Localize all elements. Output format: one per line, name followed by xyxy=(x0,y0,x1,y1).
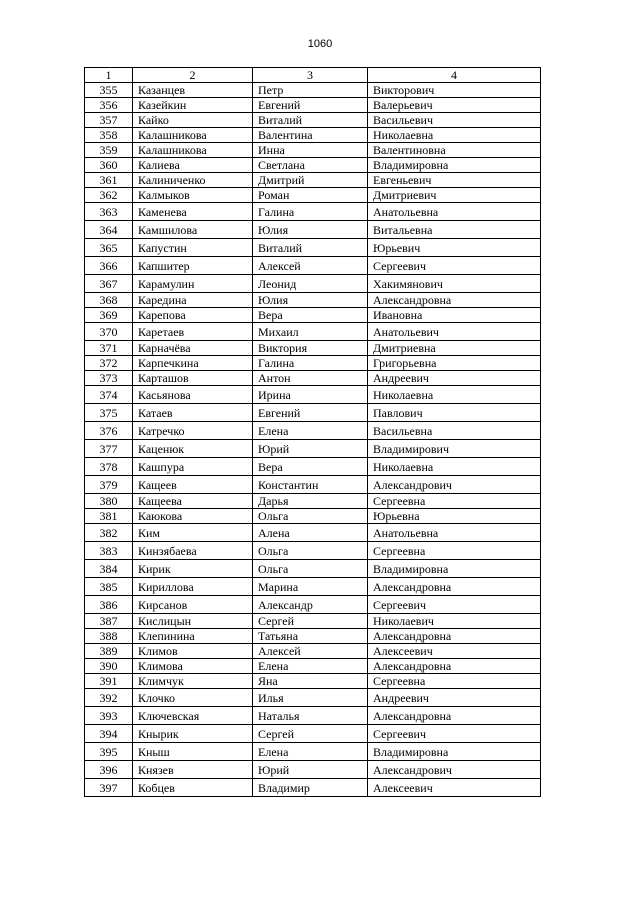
table-row xyxy=(85,83,541,98)
row-number: 369 xyxy=(85,308,133,323)
last-name-cell: Климов xyxy=(133,644,253,659)
table-row xyxy=(85,440,541,458)
row-number: 360 xyxy=(85,158,133,173)
row-number: 363 xyxy=(85,203,133,221)
patronymic-cell: Дмитриевич xyxy=(368,188,541,203)
last-name-cell: Кащеева xyxy=(133,494,253,509)
first-name-cell: Сергей xyxy=(253,614,368,629)
last-name-cell: Кнырик xyxy=(133,725,253,743)
table-row xyxy=(85,203,541,221)
table-row xyxy=(85,707,541,725)
row-number: 385 xyxy=(85,578,133,596)
table-row xyxy=(85,98,541,113)
first-name-cell: Константин xyxy=(253,476,368,494)
patronymic-cell: Владимировна xyxy=(368,158,541,173)
patronymic-cell: Владимировна xyxy=(368,743,541,761)
first-name-cell: Алена xyxy=(253,524,368,542)
first-name-cell: Юрий xyxy=(253,440,368,458)
patronymic-cell: Андреевич xyxy=(368,371,541,386)
first-name-cell: Вера xyxy=(253,308,368,323)
row-number: 374 xyxy=(85,386,133,404)
table-row xyxy=(85,239,541,257)
last-name-cell: Карначёва xyxy=(133,341,253,356)
patronymic-cell: Николаевна xyxy=(368,128,541,143)
table-row xyxy=(85,629,541,644)
table-row xyxy=(85,644,541,659)
first-name-cell: Петр xyxy=(253,83,368,98)
table-row xyxy=(85,596,541,614)
row-number: 397 xyxy=(85,779,133,797)
row-number: 396 xyxy=(85,761,133,779)
table-row xyxy=(85,476,541,494)
row-number: 375 xyxy=(85,404,133,422)
last-name-cell: Кобцев xyxy=(133,779,253,797)
row-number: 392 xyxy=(85,689,133,707)
row-number: 382 xyxy=(85,524,133,542)
table-row xyxy=(85,578,541,596)
row-number: 364 xyxy=(85,221,133,239)
row-number: 359 xyxy=(85,143,133,158)
patronymic-cell: Сергеевич xyxy=(368,596,541,614)
last-name-cell: Катаев xyxy=(133,404,253,422)
table-row xyxy=(85,386,541,404)
patronymic-cell: Анатольевна xyxy=(368,524,541,542)
first-name-cell: Елена xyxy=(253,743,368,761)
last-name-cell: Калашникова xyxy=(133,128,253,143)
table-row xyxy=(85,494,541,509)
last-name-cell: Климчук xyxy=(133,674,253,689)
table-row xyxy=(85,158,541,173)
row-number: 394 xyxy=(85,725,133,743)
last-name-cell: Казейкин xyxy=(133,98,253,113)
table-row xyxy=(85,113,541,128)
table-row xyxy=(85,779,541,797)
row-number: 373 xyxy=(85,371,133,386)
patronymic-cell: Николаевич xyxy=(368,614,541,629)
first-name-cell: Виталий xyxy=(253,239,368,257)
row-number: 383 xyxy=(85,542,133,560)
first-name-cell: Александр xyxy=(253,596,368,614)
last-name-cell: Калашникова xyxy=(133,143,253,158)
first-name-cell: Валентина xyxy=(253,128,368,143)
table-row xyxy=(85,293,541,308)
table-row xyxy=(85,560,541,578)
patronymic-cell: Анатольевич xyxy=(368,323,541,341)
roster-table xyxy=(84,67,541,797)
table-row xyxy=(85,128,541,143)
patronymic-cell: Васильевич xyxy=(368,113,541,128)
last-name-cell: Климова xyxy=(133,659,253,674)
patronymic-cell: Григорьевна xyxy=(368,356,541,371)
last-name-cell: Кинзябаева xyxy=(133,542,253,560)
column-header-last-name: 2 xyxy=(133,68,253,83)
last-name-cell: Каретаев xyxy=(133,323,253,341)
last-name-cell: Карамулин xyxy=(133,275,253,293)
first-name-cell: Дарья xyxy=(253,494,368,509)
patronymic-cell: Александровна xyxy=(368,707,541,725)
first-name-cell: Юлия xyxy=(253,293,368,308)
table-row xyxy=(85,659,541,674)
table-row xyxy=(85,188,541,203)
row-number: 367 xyxy=(85,275,133,293)
last-name-cell: Кирсанов xyxy=(133,596,253,614)
row-number: 365 xyxy=(85,239,133,257)
row-number: 356 xyxy=(85,98,133,113)
row-number: 355 xyxy=(85,83,133,98)
row-number: 368 xyxy=(85,293,133,308)
row-number: 390 xyxy=(85,659,133,674)
table-row xyxy=(85,689,541,707)
table-row xyxy=(85,725,541,743)
first-name-cell: Вера xyxy=(253,458,368,476)
row-number: 358 xyxy=(85,128,133,143)
table-row xyxy=(85,257,541,275)
patronymic-cell: Александровна xyxy=(368,293,541,308)
patronymic-cell: Васильевна xyxy=(368,422,541,440)
table-row xyxy=(85,308,541,323)
last-name-cell: Каменева xyxy=(133,203,253,221)
last-name-cell: Карташов xyxy=(133,371,253,386)
last-name-cell: Ким xyxy=(133,524,253,542)
last-name-cell: Кащеев xyxy=(133,476,253,494)
row-number: 391 xyxy=(85,674,133,689)
first-name-cell: Светлана xyxy=(253,158,368,173)
table-row xyxy=(85,404,541,422)
first-name-cell: Алексей xyxy=(253,257,368,275)
patronymic-cell: Павлович xyxy=(368,404,541,422)
table-row xyxy=(85,509,541,524)
last-name-cell: Калмыков xyxy=(133,188,253,203)
first-name-cell: Михаил xyxy=(253,323,368,341)
patronymic-cell: Александрович xyxy=(368,761,541,779)
row-number: 357 xyxy=(85,113,133,128)
first-name-cell: Илья xyxy=(253,689,368,707)
row-number: 386 xyxy=(85,596,133,614)
table-row xyxy=(85,371,541,386)
first-name-cell: Виктория xyxy=(253,341,368,356)
patronymic-cell: Владимирович xyxy=(368,440,541,458)
patronymic-cell: Алексеевич xyxy=(368,644,541,659)
patronymic-cell: Валентиновна xyxy=(368,143,541,158)
last-name-cell: Каредина xyxy=(133,293,253,308)
patronymic-cell: Алексеевич xyxy=(368,779,541,797)
patronymic-cell: Викторович xyxy=(368,83,541,98)
last-name-cell: Калиниченко xyxy=(133,173,253,188)
first-name-cell: Евгений xyxy=(253,98,368,113)
patronymic-cell: Сергеевна xyxy=(368,674,541,689)
first-name-cell: Елена xyxy=(253,659,368,674)
row-number: 381 xyxy=(85,509,133,524)
first-name-cell: Инна xyxy=(253,143,368,158)
header-row xyxy=(85,68,541,83)
table-row xyxy=(85,422,541,440)
row-number: 380 xyxy=(85,494,133,509)
last-name-cell: Кислицын xyxy=(133,614,253,629)
first-name-cell: Ольга xyxy=(253,542,368,560)
first-name-cell: Ирина xyxy=(253,386,368,404)
last-name-cell: Кирик xyxy=(133,560,253,578)
table-row xyxy=(85,614,541,629)
patronymic-cell: Александровна xyxy=(368,659,541,674)
table-row xyxy=(85,356,541,371)
last-name-cell: Кныш xyxy=(133,743,253,761)
row-number: 372 xyxy=(85,356,133,371)
table-row xyxy=(85,743,541,761)
last-name-cell: Ключевская xyxy=(133,707,253,725)
row-number: 389 xyxy=(85,644,133,659)
row-number: 387 xyxy=(85,614,133,629)
patronymic-cell: Сергеевна xyxy=(368,494,541,509)
patronymic-cell: Александровна xyxy=(368,629,541,644)
table-row xyxy=(85,221,541,239)
last-name-cell: Карпечкина xyxy=(133,356,253,371)
first-name-cell: Ольга xyxy=(253,509,368,524)
patronymic-cell: Анатольевна xyxy=(368,203,541,221)
last-name-cell: Казанцев xyxy=(133,83,253,98)
first-name-cell: Елена xyxy=(253,422,368,440)
table-row xyxy=(85,173,541,188)
row-number: 379 xyxy=(85,476,133,494)
last-name-cell: Капшитер xyxy=(133,257,253,275)
patronymic-cell: Евгеньевич xyxy=(368,173,541,188)
first-name-cell: Татьяна xyxy=(253,629,368,644)
first-name-cell: Дмитрий xyxy=(253,173,368,188)
last-name-cell: Камшилова xyxy=(133,221,253,239)
last-name-cell: Капустин xyxy=(133,239,253,257)
patronymic-cell: Дмитриевна xyxy=(368,341,541,356)
last-name-cell: Клочко xyxy=(133,689,253,707)
table-row xyxy=(85,524,541,542)
first-name-cell: Евгений xyxy=(253,404,368,422)
last-name-cell: Клепинина xyxy=(133,629,253,644)
first-name-cell: Яна xyxy=(253,674,368,689)
patronymic-cell: Владимировна xyxy=(368,560,541,578)
first-name-cell: Наталья xyxy=(253,707,368,725)
first-name-cell: Леонид xyxy=(253,275,368,293)
last-name-cell: Каценюк xyxy=(133,440,253,458)
first-name-cell: Марина xyxy=(253,578,368,596)
patronymic-cell: Юрьевич xyxy=(368,239,541,257)
first-name-cell: Роман xyxy=(253,188,368,203)
patronymic-cell: Витальевна xyxy=(368,221,541,239)
first-name-cell: Алексей xyxy=(253,644,368,659)
row-number: 393 xyxy=(85,707,133,725)
table-row xyxy=(85,761,541,779)
table-row xyxy=(85,674,541,689)
patronymic-cell: Сергеевна xyxy=(368,542,541,560)
row-number: 371 xyxy=(85,341,133,356)
table-row xyxy=(85,143,541,158)
patronymic-cell: Николаевна xyxy=(368,386,541,404)
patronymic-cell: Ивановна xyxy=(368,308,541,323)
first-name-cell: Галина xyxy=(253,203,368,221)
patronymic-cell: Юрьевна xyxy=(368,509,541,524)
last-name-cell: Карепова xyxy=(133,308,253,323)
patronymic-cell: Валерьевич xyxy=(368,98,541,113)
patronymic-cell: Хакимянович xyxy=(368,275,541,293)
patronymic-cell: Николаевна xyxy=(368,458,541,476)
first-name-cell: Владимир xyxy=(253,779,368,797)
row-number: 362 xyxy=(85,188,133,203)
last-name-cell: Кириллова xyxy=(133,578,253,596)
row-number: 377 xyxy=(85,440,133,458)
first-name-cell: Виталий xyxy=(253,113,368,128)
row-number: 361 xyxy=(85,173,133,188)
patronymic-cell: Андреевич xyxy=(368,689,541,707)
table-row xyxy=(85,323,541,341)
column-header-first-name: 3 xyxy=(253,68,368,83)
first-name-cell: Юлия xyxy=(253,221,368,239)
row-number: 376 xyxy=(85,422,133,440)
table-row xyxy=(85,275,541,293)
patronymic-cell: Сергеевич xyxy=(368,725,541,743)
first-name-cell: Антон xyxy=(253,371,368,386)
row-number: 388 xyxy=(85,629,133,644)
last-name-cell: Каюкова xyxy=(133,509,253,524)
last-name-cell: Кайко xyxy=(133,113,253,128)
column-header-number: 1 xyxy=(85,68,133,83)
first-name-cell: Сергей xyxy=(253,725,368,743)
last-name-cell: Катречко xyxy=(133,422,253,440)
column-header-patronymic: 4 xyxy=(368,68,541,83)
last-name-cell: Калиева xyxy=(133,158,253,173)
patronymic-cell: Сергеевич xyxy=(368,257,541,275)
table-body xyxy=(85,83,541,797)
last-name-cell: Князев xyxy=(133,761,253,779)
first-name-cell: Ольга xyxy=(253,560,368,578)
patronymic-cell: Александровна xyxy=(368,578,541,596)
table-row xyxy=(85,542,541,560)
first-name-cell: Галина xyxy=(253,356,368,371)
patronymic-cell: Александрович xyxy=(368,476,541,494)
row-number: 395 xyxy=(85,743,133,761)
page-number: 1060 xyxy=(307,38,333,50)
first-name-cell: Юрий xyxy=(253,761,368,779)
table-row xyxy=(85,458,541,476)
last-name-cell: Кашпура xyxy=(133,458,253,476)
table-row xyxy=(85,341,541,356)
last-name-cell: Касьянова xyxy=(133,386,253,404)
table-header xyxy=(85,68,541,83)
row-number: 378 xyxy=(85,458,133,476)
row-number: 370 xyxy=(85,323,133,341)
row-number: 366 xyxy=(85,257,133,275)
row-number: 384 xyxy=(85,560,133,578)
